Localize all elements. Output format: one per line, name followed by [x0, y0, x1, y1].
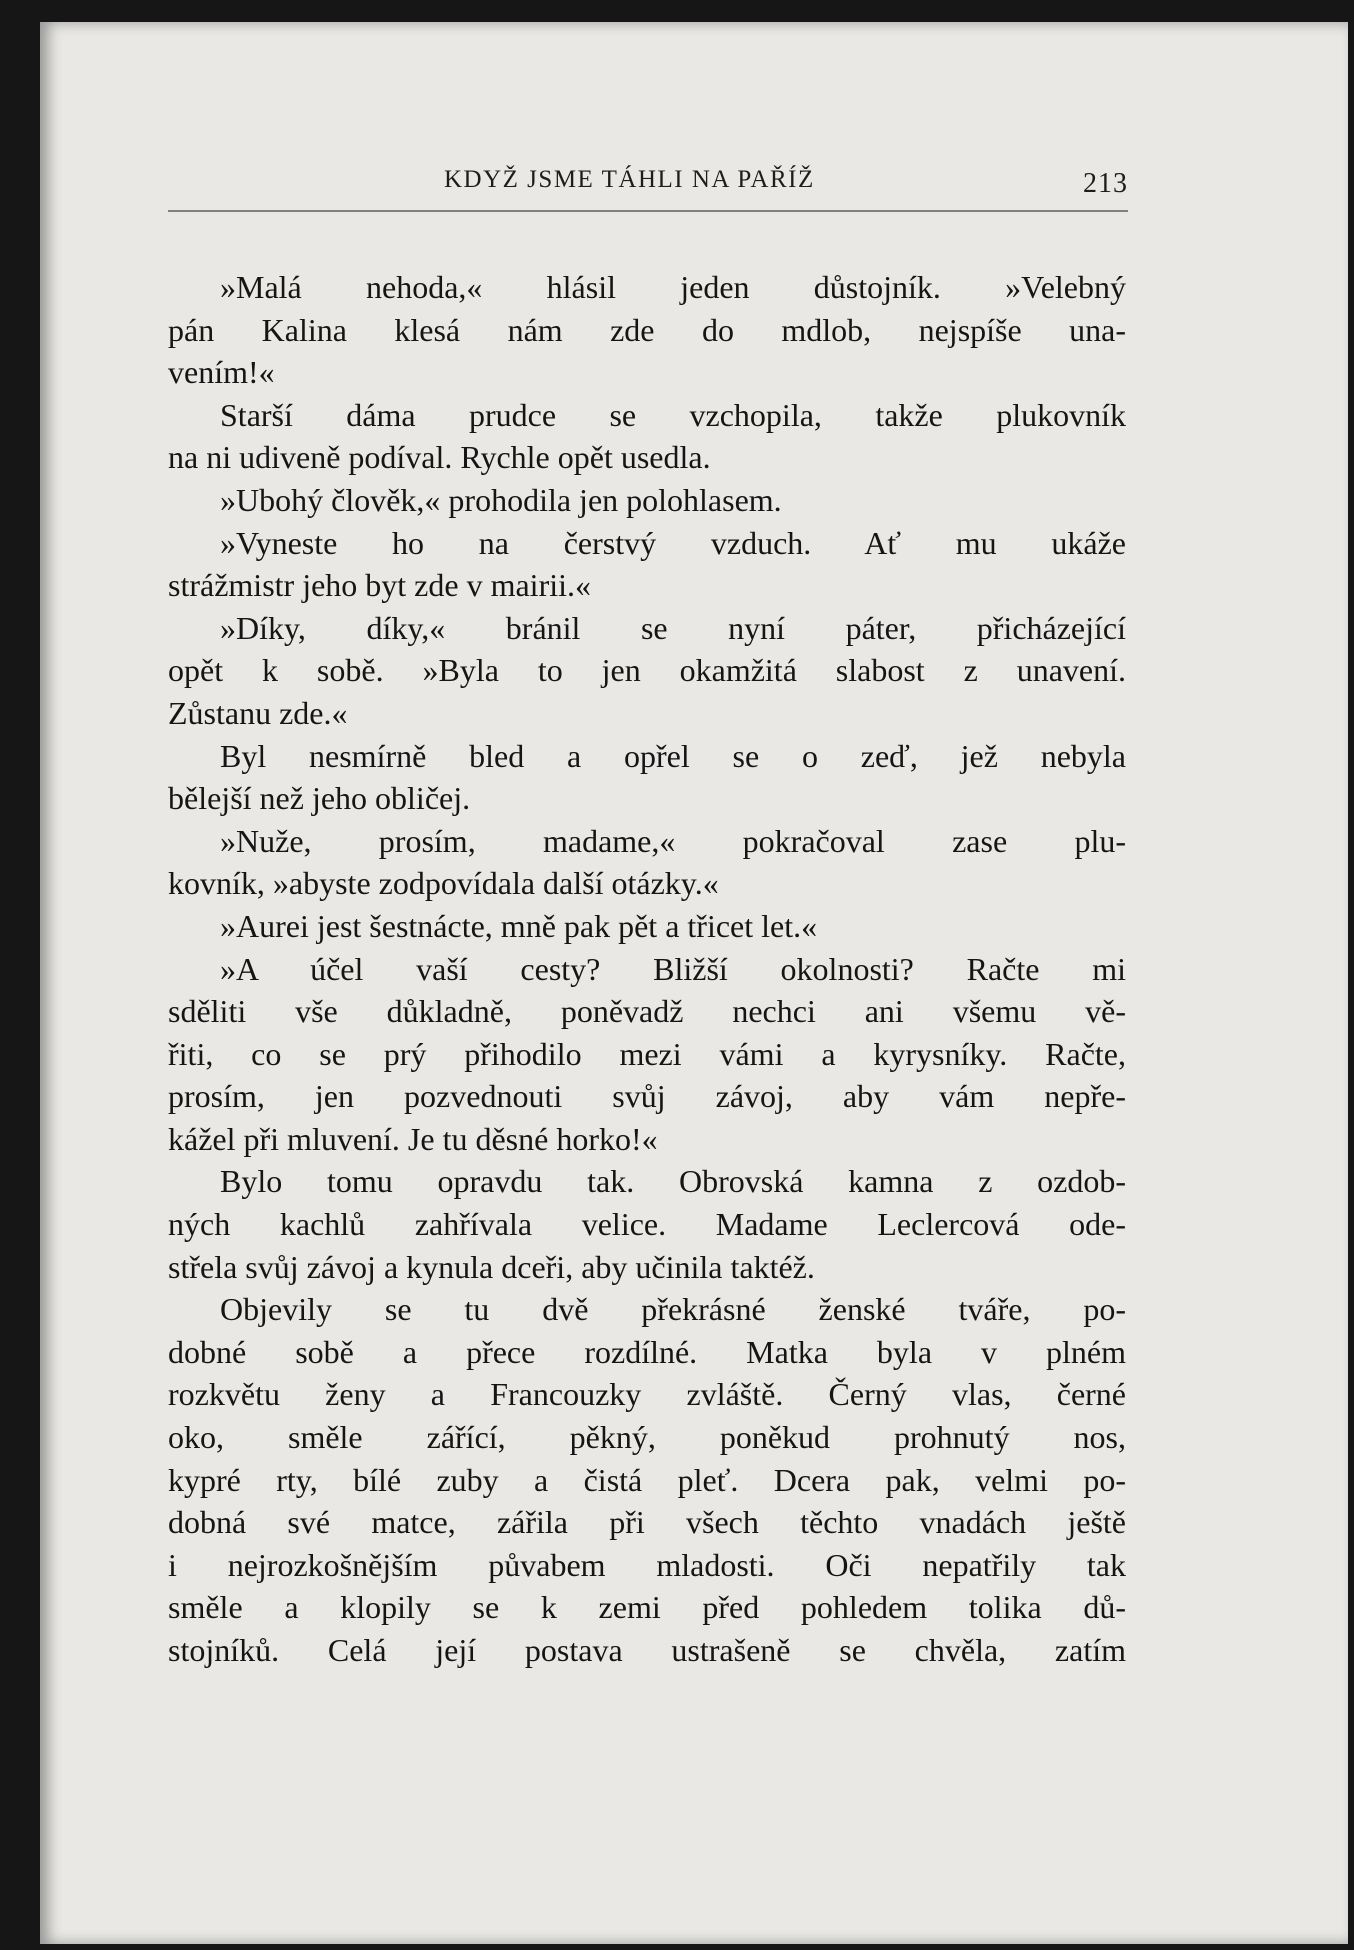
text-line: bělejší než jeho obličej. [168, 780, 471, 817]
text-line: strážmistr jeho byt zde v mairii.« [168, 567, 591, 604]
text-line: rozkvětu ženy a Francouzky zvláště. Černý vlas, černé [168, 1376, 1126, 1413]
text-line: směle a klopily se k zemi před pohledem tolika dů- [168, 1589, 1126, 1626]
text-line: Starší dáma prudce se vzchopila, takže plukovník [220, 396, 1126, 433]
page-number: 213 [1083, 168, 1128, 199]
text-line: dobná své matce, zářila při všech těchto vnadách ještě [168, 1504, 1126, 1541]
text-line: opět k sobě. »Byla to jen okamžitá slabost z unavení. [168, 652, 1126, 689]
text-line: dobné sobě a přece rozdílné. Matka byla v plném [168, 1333, 1126, 1370]
text-line: řiti, co se prý přihodilo mezi vámi a kyrysníky. Račte, [168, 1035, 1126, 1072]
text-line: Byl nesmírně bled a opřel se o zeď, jež nebyla [220, 737, 1126, 774]
text-line: »Nuže, prosím, madame,« pokračoval zase plu- [220, 822, 1126, 859]
text-line: »Ubohý člověk,« prohodila jen polohlasem. [220, 481, 782, 518]
text-line: pán Kalina klesá nám zde do mdlob, nejspíše una- [168, 311, 1126, 348]
text-line: sděliti vše důkladně, poněvadž nechci ani všemu vě- [168, 993, 1126, 1030]
text-line: na ni udiveně podíval. Rychle opět usedla. [168, 439, 711, 476]
text-line: ných kachlů zahřívala velice. Madame Leclercová ode- [168, 1206, 1126, 1243]
text-line: »Vyneste ho na čerstvý vzduch. Ať mu ukáže [220, 524, 1126, 561]
text-line: střela svůj závoj a kynula dceři, aby učinila taktéž. [168, 1248, 815, 1285]
page-header [168, 162, 1128, 202]
text-line: kážel při mluvení. Je tu děsné horko!« [168, 1120, 658, 1157]
text-line: kypré rty, bílé zuby a čistá pleť. Dcera pak, velmi po- [168, 1461, 1126, 1498]
text-line: vením!« [168, 354, 275, 391]
header-rule [168, 210, 1128, 212]
running-title: KDYŽ JSME TÁHLI NA PAŘÍŽ [444, 166, 815, 193]
text-line: i nejrozkošnějším půvabem mladosti. Oči nepatřily tak [168, 1546, 1126, 1583]
text-line: Zůstanu zde.« [168, 694, 348, 731]
text-line: »A účel vaší cesty? Bližší okolnosti? Račte mi [220, 950, 1126, 987]
text-line: »Aurei jest šestnácte, mně pak pět a třicet let.« [220, 907, 818, 944]
body-text [168, 266, 1126, 1672]
text-line: Objevily se tu dvě překrásné ženské tváře, po- [220, 1291, 1126, 1328]
text-line: kovník, »abyste zodpovídala další otázky.« [168, 865, 719, 902]
text-line: prosím, jen pozvednouti svůj závoj, aby vám nepře- [168, 1078, 1126, 1115]
text-line: »Malá nehoda,« hlásil jeden důstojník. »Velebný [220, 269, 1126, 305]
text-line: »Díky, díky,« bránil se nyní páter, přicházející [220, 609, 1126, 646]
text-line: stojníků. Celá její postava ustrašeně se chvěla, zatím [168, 1632, 1126, 1668]
text-line: oko, směle zářící, pěkný, poněkud prohnutý nos, [168, 1419, 1126, 1456]
text-line: Bylo tomu opravdu tak. Obrovská kamna z ozdob- [220, 1163, 1126, 1200]
